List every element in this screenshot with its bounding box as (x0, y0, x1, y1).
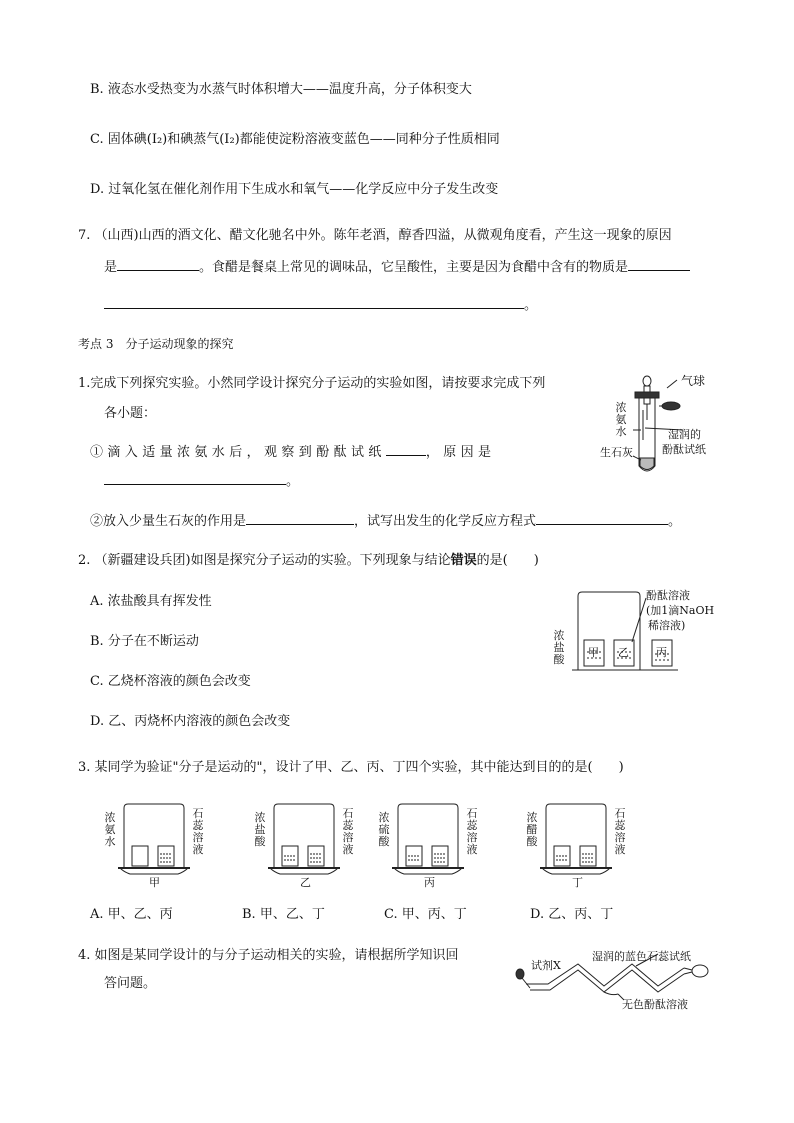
q1-blank-1[interactable] (386, 443, 426, 456)
q2-stem: 2. （新疆建设兵团)如图是探究分子运动的实验。下列现象与结论错误的是( ) (78, 553, 539, 568)
setup-jia-left: 浓氨水 (104, 811, 116, 848)
option-d: D. 过氧化氢在催化剂作用下生成水和氧气——化学反应中分子发生改变 (90, 182, 499, 197)
q1-sub1-line2: 。 (104, 472, 299, 490)
lime-label: 生石灰 (600, 446, 633, 459)
phenol-label-2: (加1滴NaOH (646, 604, 715, 617)
q1-sub2: ②放入少量生石灰的作用是 ，试写出发生的化学反应方程式 。 (90, 514, 682, 529)
q7-blank-2[interactable] (628, 258, 690, 271)
q3-option-b: B. 甲、乙、丁 (242, 907, 325, 922)
q2-option-c: C. 乙烧杯溶液的颜色会改变 (90, 674, 251, 689)
q4-line2: 答问题。 (104, 976, 157, 991)
q1-blank-2[interactable] (104, 472, 286, 485)
setup-bing-right: 石蕊溶液 (466, 807, 478, 856)
setup-yi-name: 乙 (300, 876, 311, 889)
q3-stem: 3. 某同学为验证"分子是运动的"，设计了甲、乙、丙、丁四个实验，其中能达到目的的是( ) (78, 760, 624, 775)
q2-option-a: A. 浓盐酸具有挥发性 (90, 594, 212, 609)
beaker-jia-label: 甲 (588, 646, 599, 659)
phenol-label-1: 酚酞溶液 (646, 589, 690, 602)
q4-line1: 4. 如图是某同学设计的与分子运动相关的实验，请根据所学知识回 (78, 948, 459, 963)
q1-line2: 各小题： (104, 406, 157, 421)
setup-jia-name: 甲 (149, 876, 160, 889)
q3-option-c: C. 甲、丙、丁 (384, 907, 467, 922)
setup-yi-left: 浓盐酸 (254, 811, 266, 848)
ammonia-label: 浓氨水 (615, 401, 627, 438)
beaker-bing-label: 丙 (656, 646, 667, 659)
q7-line2: 是 。食醋是餐桌上常见的调味品，它呈酸性，主要是因为食醋中含有的物质是 (104, 258, 690, 276)
option-c: C. 固体碘(I₂)和碘蒸气(I₂)都能使淀粉溶液变蓝色——同种分子性质相同 (90, 132, 500, 147)
q1-blank-3[interactable] (246, 512, 354, 525)
acid-label: 浓盐酸 (553, 629, 565, 666)
paper-label-2: 酚酞试纸 (662, 443, 706, 456)
q7-blank-3[interactable] (104, 296, 524, 309)
q7-line1: 7. （山西)山西的酒文化、醋文化驰名中外。陈年老酒，醇香四溢，从微观角度看，产生这一现象的原因 (78, 228, 672, 243)
setup-ding-left: 浓醋酸 (526, 811, 538, 848)
balloon-label: 气球 (681, 374, 706, 388)
setup-bing-left: 浓硫酸 (378, 811, 390, 848)
setup-yi-right: 石蕊溶液 (342, 807, 354, 856)
setup-ding-right: 石蕊溶液 (614, 807, 626, 856)
paper-label-1: 湿润的 (668, 428, 701, 441)
q1-line1: 1.完成下列探究实验。小然同学设计探究分子运动的实验如图，请按要求完成下列 (78, 376, 546, 391)
phenol-solution-label: 无色酚酞溶液 (622, 998, 688, 1011)
phenol-label-3: 稀溶液) (648, 619, 686, 632)
setup-ding-name: 丁 (572, 876, 583, 889)
reagent-label: 试剂X (531, 959, 561, 972)
q1-blank-4[interactable] (536, 512, 668, 525)
q3-option-d: D. 乙、丙、丁 (530, 907, 614, 922)
q2-option-d: D. 乙、丙烧杯内溶液的颜色会改变 (90, 714, 291, 729)
section-title: 考点 3 分子运动现象的探究 (78, 337, 234, 351)
beaker-yi-label: 乙 (618, 646, 629, 659)
q3-option-a: A. 甲、乙、丙 (90, 907, 173, 922)
q2-option-b: B. 分子在不断运动 (90, 634, 199, 649)
option-b: B. 液态水受热变为水蒸气时体积增大——温度升高，分子体积变大 (90, 82, 472, 97)
setup-bing-name: 丙 (424, 876, 435, 889)
q7-line3: 。 (104, 296, 537, 314)
q1-sub1: ①滴入适量浓氨水后，观察到酚酞试纸 ，原因是 (90, 445, 496, 460)
q7-blank-1[interactable] (117, 258, 199, 271)
setup-jia-right: 石蕊溶液 (192, 807, 204, 856)
litmus-label: 湿润的蓝色石蕊试纸 (592, 950, 691, 963)
